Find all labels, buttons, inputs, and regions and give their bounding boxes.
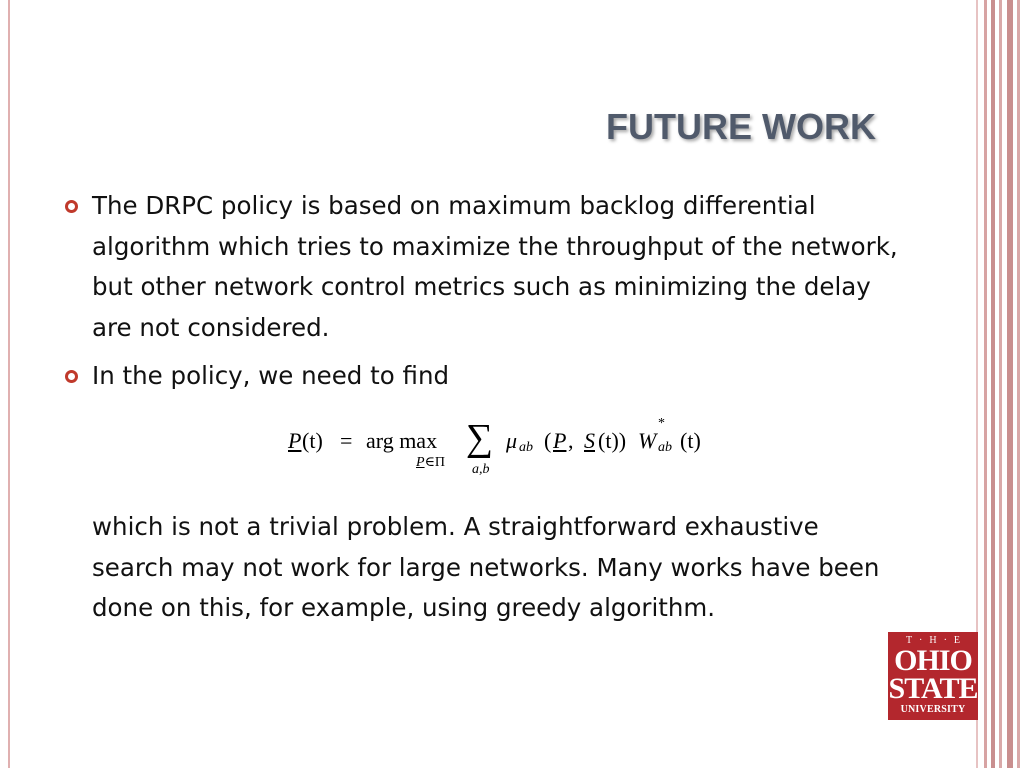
left-border-line	[8, 0, 10, 768]
logo-state-text: STATE	[888, 672, 978, 705]
logo-ohio-text: OHIO	[894, 644, 972, 677]
right-border-stripes	[976, 0, 1024, 768]
bullet-text: The DRPC policy is based on maximum backlog differential algorithm which tries to maximize the throughput of the network, but other network control metrics such as minimizing the delay are not considered.	[92, 191, 898, 342]
equation-paren-open: (	[544, 428, 552, 453]
bullet-item	[60, 356, 900, 397]
equation-sum-symbol: ∑	[466, 417, 494, 459]
logo-university-text: UNIVERSITY	[900, 704, 966, 715]
equation-argmax-subscript: P∈Π	[416, 455, 446, 470]
equation-lhs-arg: (t)	[302, 428, 323, 453]
equation	[288, 418, 728, 484]
equation-sum-subscript: a,b	[472, 462, 490, 477]
equation-w-subscript: ab	[658, 440, 672, 455]
slide-title: FUTURE WORK	[606, 106, 876, 147]
ohio-state-logo	[888, 632, 978, 720]
equation-lhs: P	[288, 428, 302, 453]
equation-arg-s: S	[584, 428, 595, 453]
equation-paren-close: (t))	[598, 428, 627, 453]
equation-w: W	[638, 428, 657, 453]
continuation-paragraph: which is not a trivial problem. A straightforward exhaustive search may not work for large networks. Many works have been done on this, for example, using greedy algorithm.	[92, 512, 880, 622]
bullet-item	[60, 186, 900, 348]
equation-w-superscript: *	[658, 416, 665, 431]
equation-mu-subscript: ab	[519, 440, 533, 455]
equation-equals: =	[340, 428, 353, 453]
equation-w-arg: (t)	[680, 428, 701, 453]
ring-bullet-icon	[65, 200, 78, 213]
bullet-text: In the policy, we need to find	[92, 361, 450, 390]
bullet-list	[60, 186, 900, 397]
ring-bullet-icon	[65, 370, 78, 383]
equation-arg-p: P	[553, 428, 567, 453]
equation-mu: μ	[506, 428, 518, 453]
equation-argmax: arg max	[366, 428, 438, 453]
logo-the-text: T·H·E	[905, 635, 968, 646]
equation-comma: ,	[568, 428, 574, 453]
